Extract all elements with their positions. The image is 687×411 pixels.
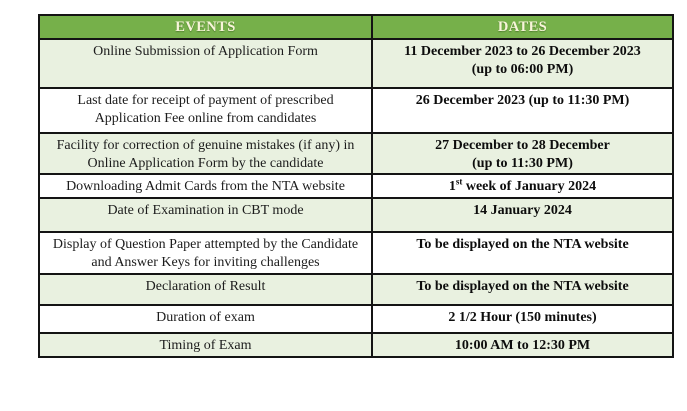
date-line: 26 December 2023 (up to 11:30 PM) <box>415 93 630 108</box>
table-row-exam-timing <box>39 333 673 357</box>
date-line: To be displayed on the NTA website <box>416 237 629 252</box>
date-line: 10:00 AM to 12:30 PM <box>454 338 591 353</box>
event-cell: Last date for receipt of payment of prescribed Application Fee online from candidates <box>39 88 372 133</box>
table-row-correction-window <box>39 133 673 174</box>
date-line: 2 1/2 Hour (150 minutes) <box>448 310 597 325</box>
table-row-online-submission <box>39 39 673 88</box>
date-cell <box>372 174 673 198</box>
table-row-exam-date <box>39 198 673 232</box>
date-line: 11 December 2023 to 26 December 2023 <box>404 44 641 59</box>
event-cell: Online Submission of Application Form <box>39 39 372 88</box>
event-cell: Declaration of Result <box>39 274 372 305</box>
event-cell: Display of Question Paper attempted by the Candidate and Answer Keys for inviting challenges <box>39 232 372 274</box>
date-line: 14 January 2024 <box>473 203 572 218</box>
table-header-row <box>39 15 673 39</box>
dates-column-header: DATES <box>372 15 673 39</box>
table-row-result-declaration <box>39 274 673 305</box>
event-cell: Duration of exam <box>39 305 372 333</box>
table-row-admit-cards <box>39 174 673 198</box>
date-cell <box>372 274 673 305</box>
event-cell: Date of Examination in CBT mode <box>39 198 372 232</box>
schedule-table-container <box>38 14 674 358</box>
date-cell <box>372 333 673 357</box>
events-dates-table <box>38 14 674 358</box>
date-cell <box>372 88 673 133</box>
date-line: (up to 06:00 PM) <box>471 61 574 77</box>
ordinal-superscript: st <box>455 176 463 187</box>
table-row-exam-duration <box>39 305 673 333</box>
event-cell: Facility for correction of genuine mistakes (if any) in Online Application Form by the candidate <box>39 133 372 174</box>
date-cell <box>372 198 673 232</box>
table-row-question-paper-display <box>39 232 673 274</box>
date-line: (up to 11:30 PM) <box>472 155 573 171</box>
events-column-header: EVENTS <box>39 15 372 39</box>
date-line: 27 December to 28 December <box>435 138 610 153</box>
table-row-fee-payment <box>39 88 673 133</box>
event-cell: Timing of Exam <box>39 333 372 357</box>
date-cell <box>372 305 673 333</box>
date-cell <box>372 133 673 174</box>
date-cell <box>372 39 673 88</box>
date-line: To be displayed on the NTA website <box>416 279 629 294</box>
event-cell: Downloading Admit Cards from the NTA website <box>39 174 372 198</box>
date-cell <box>372 232 673 274</box>
date-line: 1st week of January 2024 <box>448 176 597 194</box>
